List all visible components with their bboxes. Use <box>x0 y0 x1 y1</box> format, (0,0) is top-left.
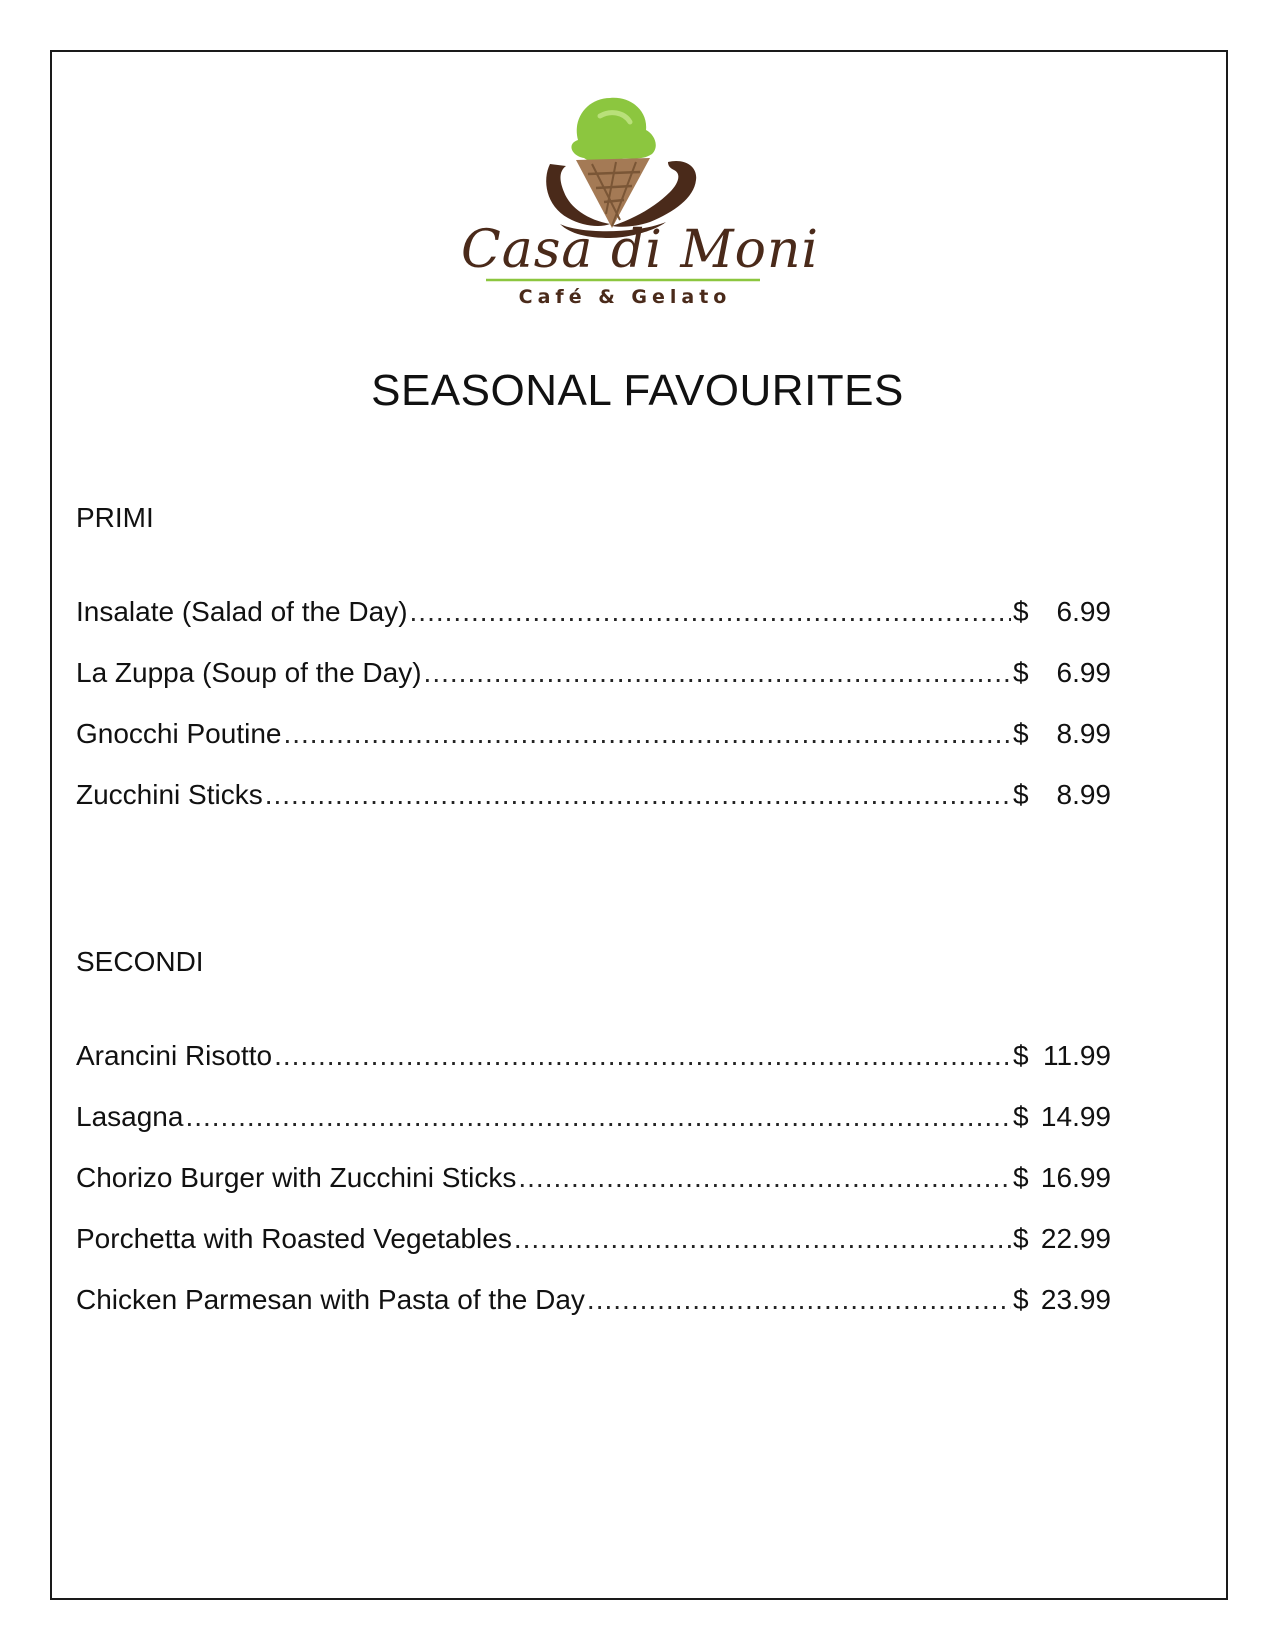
menu-item <box>76 1223 1111 1284</box>
menu-item <box>76 657 1111 718</box>
price-value: 6.99 <box>1056 596 1111 627</box>
price-value: 14.99 <box>1040 1101 1111 1132</box>
menu-item <box>76 1162 1111 1223</box>
menu-item-price <box>1013 596 1111 628</box>
section-heading-primi: PRIMI <box>76 502 154 533</box>
price-currency: $ <box>1013 596 1029 627</box>
dot-leader <box>424 657 1011 689</box>
dot-leader <box>514 1223 1011 1255</box>
price-value: 8.99 <box>1056 779 1111 810</box>
price-value: 16.99 <box>1040 1162 1111 1193</box>
price-currency: $ <box>1013 1284 1029 1315</box>
menu-item-price <box>1013 1101 1111 1133</box>
menu-item <box>76 1101 1111 1162</box>
price-value: 8.99 <box>1056 718 1111 749</box>
menu-item-name: Zucchini Sticks <box>76 779 263 810</box>
menu-item-name: La Zuppa (Soup of the Day) <box>76 657 422 688</box>
page-title: SEASONAL FAVOURITES <box>371 366 904 415</box>
brand-name: Casa di Moni <box>460 220 820 280</box>
menu-item-price <box>1013 1162 1111 1194</box>
price-value: 23.99 <box>1040 1284 1111 1315</box>
price-currency: $ <box>1013 657 1029 688</box>
price-value: 11.99 <box>1043 1040 1111 1071</box>
menu-item-price <box>1013 1284 1111 1316</box>
menu-item-name: Insalate (Salad of the Day) <box>76 596 408 627</box>
dot-leader <box>410 596 1011 628</box>
menu-item-price <box>1013 779 1111 811</box>
dot-leader <box>518 1162 1011 1194</box>
menu-item-name: Gnocchi Poutine <box>76 718 282 749</box>
price-currency: $ <box>1013 718 1029 749</box>
menu-item-name: Arancini Risotto <box>76 1040 273 1071</box>
menu-item <box>76 779 1111 840</box>
menu-item-name: Chorizo Burger with Zucchini Sticks <box>76 1162 517 1193</box>
menu-item-price <box>1013 1040 1111 1072</box>
dot-leader <box>283 718 1011 750</box>
menu-item-name: Porchetta with Roasted Vegetables <box>76 1223 512 1254</box>
price-currency: $ <box>1013 1223 1029 1254</box>
price-currency: $ <box>1013 1101 1029 1132</box>
price-value: 22.99 <box>1040 1223 1111 1254</box>
dot-leader <box>185 1101 1011 1133</box>
section-heading-secondi: SECONDI <box>76 946 204 977</box>
price-value: 6.99 <box>1056 657 1111 688</box>
dot-leader <box>587 1284 1011 1316</box>
menu-item-price <box>1013 1223 1111 1255</box>
menu-item <box>76 596 1111 657</box>
brand-tagline: Café & Gelato <box>518 286 732 308</box>
brand-logo <box>460 88 820 328</box>
price-currency: $ <box>1013 779 1029 810</box>
menu-item <box>76 1040 1111 1101</box>
menu-item-price <box>1013 718 1111 750</box>
dot-leader <box>265 779 1011 811</box>
dot-leader <box>274 1040 1011 1072</box>
price-currency: $ <box>1013 1162 1029 1193</box>
secondi-menu-list <box>76 1040 1111 1345</box>
menu-item-name: Lasagna <box>76 1101 184 1132</box>
primi-menu-list <box>76 596 1111 840</box>
menu-item-price <box>1013 657 1111 689</box>
price-currency: $ <box>1013 1040 1029 1071</box>
menu-item <box>76 1284 1111 1345</box>
menu-item <box>76 718 1111 779</box>
menu-item-name: Chicken Parmesan with Pasta of the Day <box>76 1284 585 1315</box>
